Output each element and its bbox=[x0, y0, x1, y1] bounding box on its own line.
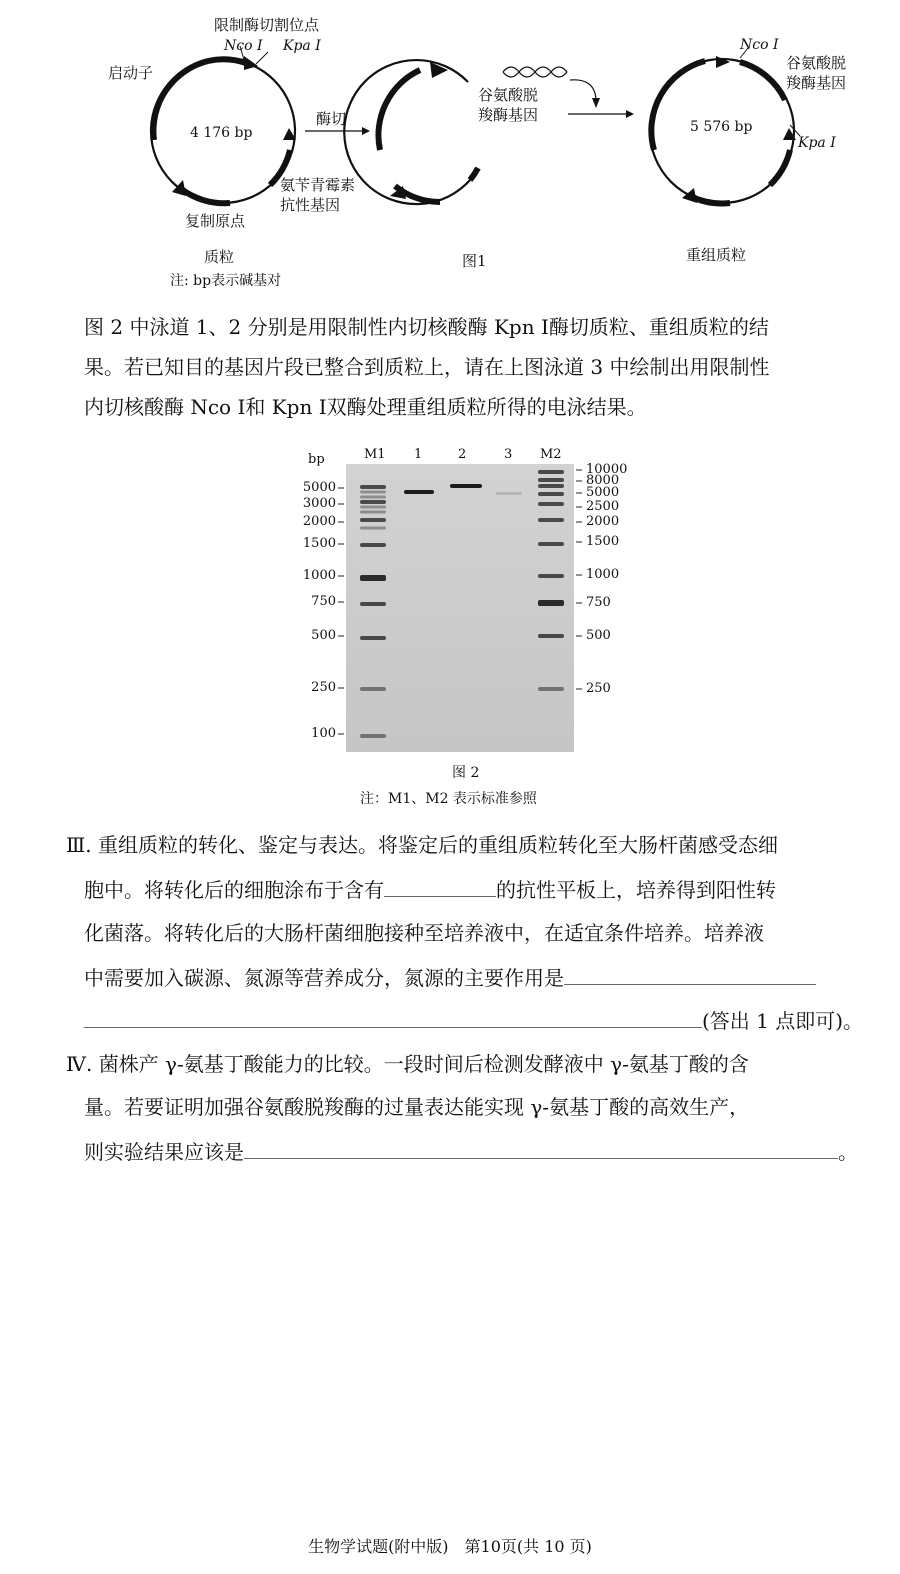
lane-label: M1 bbox=[364, 447, 386, 462]
right-marker-label: 1000 bbox=[586, 567, 620, 582]
promoter-label: 启动子 bbox=[108, 64, 154, 82]
lane-label: M2 bbox=[540, 447, 562, 462]
recomb-nco-label: Nco Ⅰ bbox=[740, 37, 779, 53]
m1-band bbox=[360, 734, 386, 738]
answer-blank-medium[interactable] bbox=[384, 874, 496, 897]
left-marker-label: 3000 bbox=[302, 496, 336, 511]
cut-site-label: 限制酶切割位点 bbox=[214, 16, 320, 34]
right-marker-label: 2500 bbox=[586, 499, 620, 514]
m2-band bbox=[538, 574, 564, 578]
left-marker-label: 5000 bbox=[302, 480, 336, 495]
paragraph-line-1: 图 2 中泳道 1、2 分别是用限制性内切核酸酶 Kpn Ⅰ酶切质粒、重组质粒的结 bbox=[84, 315, 769, 339]
right-marker-label: 500 bbox=[586, 628, 611, 643]
m1-band bbox=[360, 496, 386, 499]
right-marker-label: 10000 bbox=[586, 462, 628, 477]
section-3-line-2 bbox=[84, 874, 776, 905]
recomb-kpa-label: Kpa Ⅰ bbox=[798, 135, 836, 151]
lane-3-smear bbox=[496, 492, 522, 495]
left-marker-label: 1500 bbox=[302, 536, 336, 551]
section-4-line-3 bbox=[84, 1136, 858, 1167]
left-marker-label: 1000 bbox=[302, 568, 336, 583]
m1-band bbox=[360, 687, 386, 691]
section-4-line-3-text: 则实验结果应该是 bbox=[84, 1140, 244, 1164]
ori-label: 复制原点 bbox=[185, 212, 246, 230]
m2-band bbox=[538, 502, 564, 506]
m2-band bbox=[538, 518, 564, 522]
right-marker-label: 5000 bbox=[586, 485, 620, 500]
section-3-line-4-text: 中需要加入碳源、氮源等营养成分，氮源的主要作用是 bbox=[84, 966, 564, 990]
right-marker-label: 8000 bbox=[586, 473, 620, 488]
plasmid-caption: 质粒 bbox=[204, 248, 235, 266]
recomb-size: 5 576 bp bbox=[690, 119, 753, 135]
page-footer: 生物学试题(附中版) 第10页(共 10 页) bbox=[308, 1537, 592, 1556]
nco-label: Nco Ⅰ bbox=[224, 38, 263, 54]
m2-band bbox=[538, 687, 564, 691]
section-3-line-5-text: (答出 1 点即可)。 bbox=[702, 1009, 864, 1033]
m1-band bbox=[360, 575, 386, 581]
answer-blank-result[interactable] bbox=[244, 1136, 838, 1159]
section-4-line-1: Ⅳ. 菌株产 γ-氨基丁酸能力的比较。一段时间后检测发酵液中 γ-氨基丁酸的含 bbox=[66, 1052, 749, 1076]
answer-blank-nitrogen-cont[interactable] bbox=[84, 1005, 702, 1028]
m1-band bbox=[360, 491, 386, 494]
right-marker-label: 1500 bbox=[586, 534, 620, 549]
section-3-line-2-a: 胞中。将转化后的细胞涂布于含有 bbox=[84, 878, 384, 902]
left-marker-label: 500 bbox=[311, 628, 336, 643]
m1-band bbox=[360, 506, 386, 509]
left-marker-label: 100 bbox=[311, 726, 336, 741]
kpa-label: Kpa Ⅰ bbox=[283, 38, 321, 54]
m2-band bbox=[538, 634, 564, 638]
lane-2-band bbox=[450, 484, 482, 488]
lane-label: 2 bbox=[458, 447, 467, 462]
lane-1-band bbox=[404, 490, 434, 494]
paragraph-line-3: 内切核酸酶 Nco Ⅰ和 Kpn Ⅰ双酶处理重组质粒所得的电泳结果。 bbox=[84, 395, 647, 419]
m1-band bbox=[360, 518, 386, 522]
m1-band bbox=[360, 543, 386, 547]
m2-band bbox=[538, 478, 564, 482]
figure-2-gel bbox=[290, 440, 630, 810]
bp-note: 注: bp表示碱基对 bbox=[170, 273, 282, 289]
lane-label: 3 bbox=[504, 447, 513, 462]
m1-band bbox=[360, 602, 386, 606]
figure-2-caption: 图 2 bbox=[452, 765, 480, 781]
amp-gene-label-2: 抗性基因 bbox=[280, 196, 341, 214]
gene-label-2: 羧酶基因 bbox=[478, 106, 539, 124]
figure-1-caption: 图1 bbox=[462, 252, 487, 270]
gel-unit: bp bbox=[308, 452, 325, 467]
plasmid-size: 4 176 bp bbox=[190, 125, 253, 141]
recomb-gene-label-1: 谷氨酸脱 bbox=[786, 54, 847, 72]
left-marker-label: 750 bbox=[311, 594, 336, 609]
recomb-caption: 重组质粒 bbox=[686, 246, 747, 264]
m2-band bbox=[538, 492, 564, 496]
m2-band bbox=[538, 600, 564, 606]
m2-band bbox=[538, 542, 564, 546]
figure-1 bbox=[0, 0, 900, 300]
section-3-line-4 bbox=[84, 962, 816, 993]
m1-band bbox=[360, 636, 386, 640]
m1-band bbox=[360, 527, 386, 530]
lane-label: 1 bbox=[414, 447, 423, 462]
m1-band bbox=[360, 511, 386, 514]
answer-blank-nitrogen[interactable] bbox=[564, 962, 816, 985]
gel-image bbox=[290, 440, 630, 770]
right-marker-label: 2000 bbox=[586, 514, 620, 529]
section-4-line-2: 量。若要证明加强谷氨酸脱羧酶的过量表达能实现 γ-氨基丁酸的高效生产， bbox=[84, 1095, 750, 1119]
paragraph-line-2: 果。若已知目的基因片段已整合到质粒上，请在上图泳道 3 中绘制出用限制性 bbox=[84, 355, 770, 379]
right-marker-label: 250 bbox=[586, 681, 611, 696]
section-3-line-3: 化菌落。将转化后的大肠杆菌细胞接种至培养液中，在适宜条件培养。培养液 bbox=[84, 921, 764, 945]
left-marker-label: 250 bbox=[311, 680, 336, 695]
left-marker-label: 2000 bbox=[302, 514, 336, 529]
m2-band bbox=[538, 470, 564, 474]
recomb-gene-label-2: 羧酶基因 bbox=[786, 74, 847, 92]
m1-band bbox=[360, 485, 386, 489]
gene-label-1: 谷氨酸脱 bbox=[478, 86, 539, 104]
section-3-line-2-b: 的抗性平板上，培养得到阳性转 bbox=[496, 878, 776, 902]
section-3-line-1: Ⅲ. 重组质粒的转化、鉴定与表达。将鉴定后的重组质粒转化至大肠杆菌感受态细 bbox=[66, 833, 779, 857]
right-marker-label: 750 bbox=[586, 595, 611, 610]
section-4-line-3-end: 。 bbox=[838, 1140, 858, 1164]
m2-band bbox=[538, 484, 564, 488]
amp-gene-label-1: 氨苄青霉素 bbox=[280, 176, 356, 194]
m1-band bbox=[360, 500, 386, 504]
section-3-line-5 bbox=[84, 1005, 863, 1036]
figure-2-note: 注：M1、M2 表示标准参照 bbox=[360, 791, 537, 807]
enzyme-cut-label: 酶切 bbox=[316, 110, 347, 128]
